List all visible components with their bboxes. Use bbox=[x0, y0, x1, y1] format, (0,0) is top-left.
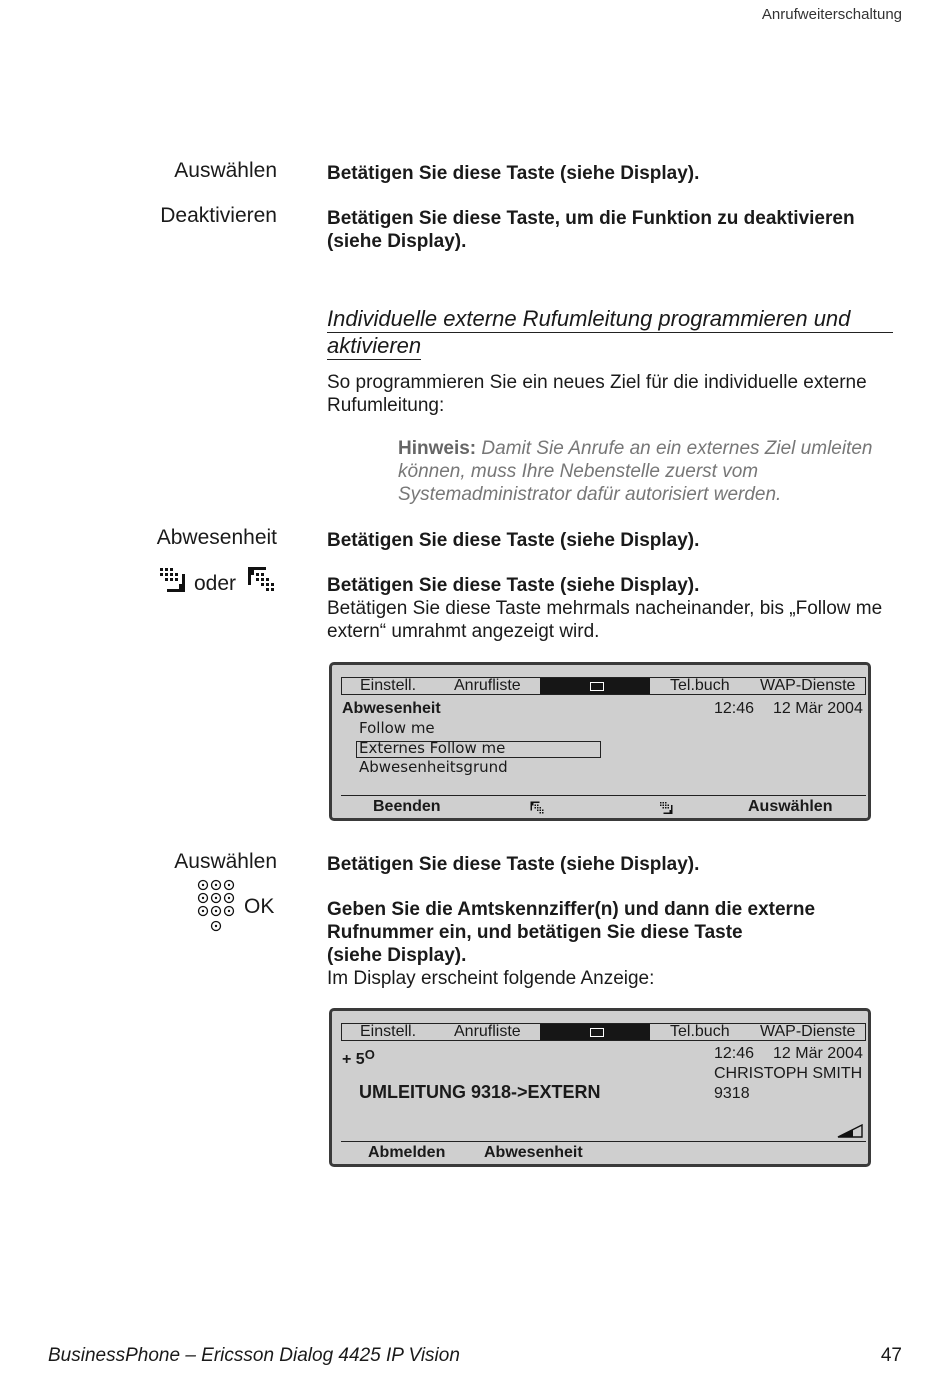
instruction-4-bold: Betätigen Sie diese Taste (siehe Display). bbox=[327, 575, 700, 596]
section-intro bbox=[327, 371, 907, 417]
display1-time: 12:46 bbox=[714, 700, 755, 717]
display2-date: 12 Mär 2004 bbox=[773, 1045, 863, 1062]
instruction-3: Betätigen Sie diese Taste (siehe Display). bbox=[327, 530, 700, 551]
display2-softkey-divider bbox=[341, 1141, 866, 1142]
label-abwesenheit: Abwesenheit bbox=[156, 526, 277, 549]
section-title-line1: Individuelle externe Rufumleitung programmieren und bbox=[327, 306, 893, 333]
phone-display-1 bbox=[329, 662, 871, 821]
display2-dial bbox=[342, 1045, 375, 1069]
tab-einstell[interactable]: Einstell. bbox=[360, 677, 417, 694]
menu-item-externes-follow-me[interactable]: Externes Follow me bbox=[359, 739, 506, 757]
display2-time: 12:46 bbox=[714, 1045, 755, 1062]
label-ok: OK bbox=[244, 895, 275, 918]
dial-superscript: O bbox=[364, 1047, 375, 1062]
instruction-5: Betätigen Sie diese Taste (siehe Display). bbox=[327, 854, 700, 875]
tab-einstell[interactable]: Einstell. bbox=[360, 1023, 417, 1040]
tab-wap-dienste[interactable]: WAP-Dienste bbox=[760, 1023, 856, 1040]
arrow-down-key-icon bbox=[158, 566, 186, 594]
volume-icon bbox=[837, 1124, 863, 1138]
softkey-auswaehlen[interactable]: Auswählen bbox=[748, 798, 833, 815]
hint-line2: können, muss Ihre Nebenstelle zuerst vom bbox=[398, 461, 759, 482]
footer-title: BusinessPhone – Ericsson Dialog 4425 IP Vision bbox=[48, 1345, 460, 1366]
label-deaktivieren: Deaktivieren bbox=[160, 204, 277, 227]
display2-status: UMLEITUNG 9318->EXTERN bbox=[359, 1082, 601, 1102]
hint-line1: Damit Sie Anrufe an ein externes Ziel umleiten bbox=[481, 438, 873, 459]
display-mini-icon bbox=[590, 682, 604, 691]
display1-tabbar bbox=[341, 677, 866, 695]
tab-wap-dienste[interactable]: WAP-Dienste bbox=[760, 677, 856, 694]
hint-label: Hinweis: bbox=[398, 438, 477, 459]
menu-item-abwesenheitsgrund[interactable]: Abwesenheitsgrund bbox=[359, 758, 508, 776]
softkey-abwesenheit[interactable]: Abwesenheit bbox=[484, 1144, 583, 1161]
tab-anrufliste[interactable]: Anrufliste bbox=[454, 1023, 521, 1040]
tab-telbuch[interactable]: Tel.buch bbox=[670, 677, 730, 694]
display-mini-icon bbox=[590, 1028, 604, 1037]
tab-anrufliste[interactable]: Anrufliste bbox=[454, 677, 521, 694]
section-title-line2: aktivieren bbox=[327, 333, 422, 358]
softkey-beenden[interactable]: Beenden bbox=[373, 798, 441, 815]
instruction-4-line3: extern“ umrahmt angezeigt wird. bbox=[327, 621, 600, 642]
softkey-abmelden[interactable]: Abmelden bbox=[368, 1144, 446, 1161]
keypad-icon bbox=[196, 878, 236, 934]
display2-tabbar bbox=[341, 1023, 866, 1041]
instruction-2-line2: (siehe Display). bbox=[327, 231, 467, 252]
arrow-up-key-icon bbox=[247, 566, 275, 594]
section-header: Anrufweiterschaltung bbox=[761, 6, 902, 23]
tab-active-display[interactable] bbox=[540, 678, 650, 694]
instruction-6 bbox=[327, 898, 907, 990]
menu-item-follow-me[interactable]: Follow me bbox=[359, 719, 435, 737]
instruction-6-line3: (siehe Display). bbox=[327, 945, 467, 966]
label-auswaehlen: Auswählen bbox=[174, 159, 277, 182]
display1-softkey-divider bbox=[341, 795, 866, 796]
arrow-keys-label bbox=[158, 566, 278, 598]
section-intro-line1: So programmieren Sie ein neues Ziel für die individuelle externe bbox=[327, 372, 867, 393]
instruction-6-line1: Geben Sie die Amtskennziffer(n) und dann die externe bbox=[327, 899, 816, 920]
hint-note bbox=[398, 437, 898, 506]
instruction-6-line2: Rufnummer ein, und betätigen Sie diese Taste bbox=[327, 922, 743, 943]
tab-active-display[interactable] bbox=[540, 1024, 650, 1040]
tab-telbuch[interactable]: Tel.buch bbox=[670, 1023, 730, 1040]
instruction-2-line1: Betätigen Sie diese Taste, um die Funktion zu deaktivieren bbox=[327, 208, 855, 229]
instruction-6-line4: Im Display erscheint folgende Anzeige: bbox=[327, 968, 655, 989]
softkey-arrow-down-icon[interactable] bbox=[659, 801, 673, 815]
instruction-2 bbox=[327, 207, 907, 253]
oder-label: oder bbox=[194, 572, 237, 595]
section-title bbox=[327, 306, 893, 360]
display1-date: 12 Mär 2004 bbox=[773, 700, 863, 717]
section-intro-line2: Rufumleitung: bbox=[327, 395, 445, 416]
label-auswaehlen-2: Auswählen bbox=[174, 850, 277, 873]
instruction-4 bbox=[327, 574, 907, 643]
phone-display-2 bbox=[329, 1008, 871, 1167]
page-number: 47 bbox=[880, 1345, 902, 1366]
display1-heading: Abwesenheit bbox=[342, 700, 441, 717]
instruction-1: Betätigen Sie diese Taste (siehe Display). bbox=[327, 163, 700, 184]
softkey-arrow-up-icon[interactable] bbox=[530, 801, 544, 815]
display2-extension: 9318 bbox=[714, 1085, 750, 1102]
hint-line3: Systemadministrator dafür autorisiert werden. bbox=[398, 484, 782, 505]
instruction-4-line2: Betätigen Sie diese Taste mehrmals nacheinander, bis „Follow me bbox=[327, 598, 883, 619]
dial-digits: + 5 bbox=[342, 1051, 365, 1068]
display2-name: CHRISTOPH SMITH bbox=[714, 1065, 863, 1082]
